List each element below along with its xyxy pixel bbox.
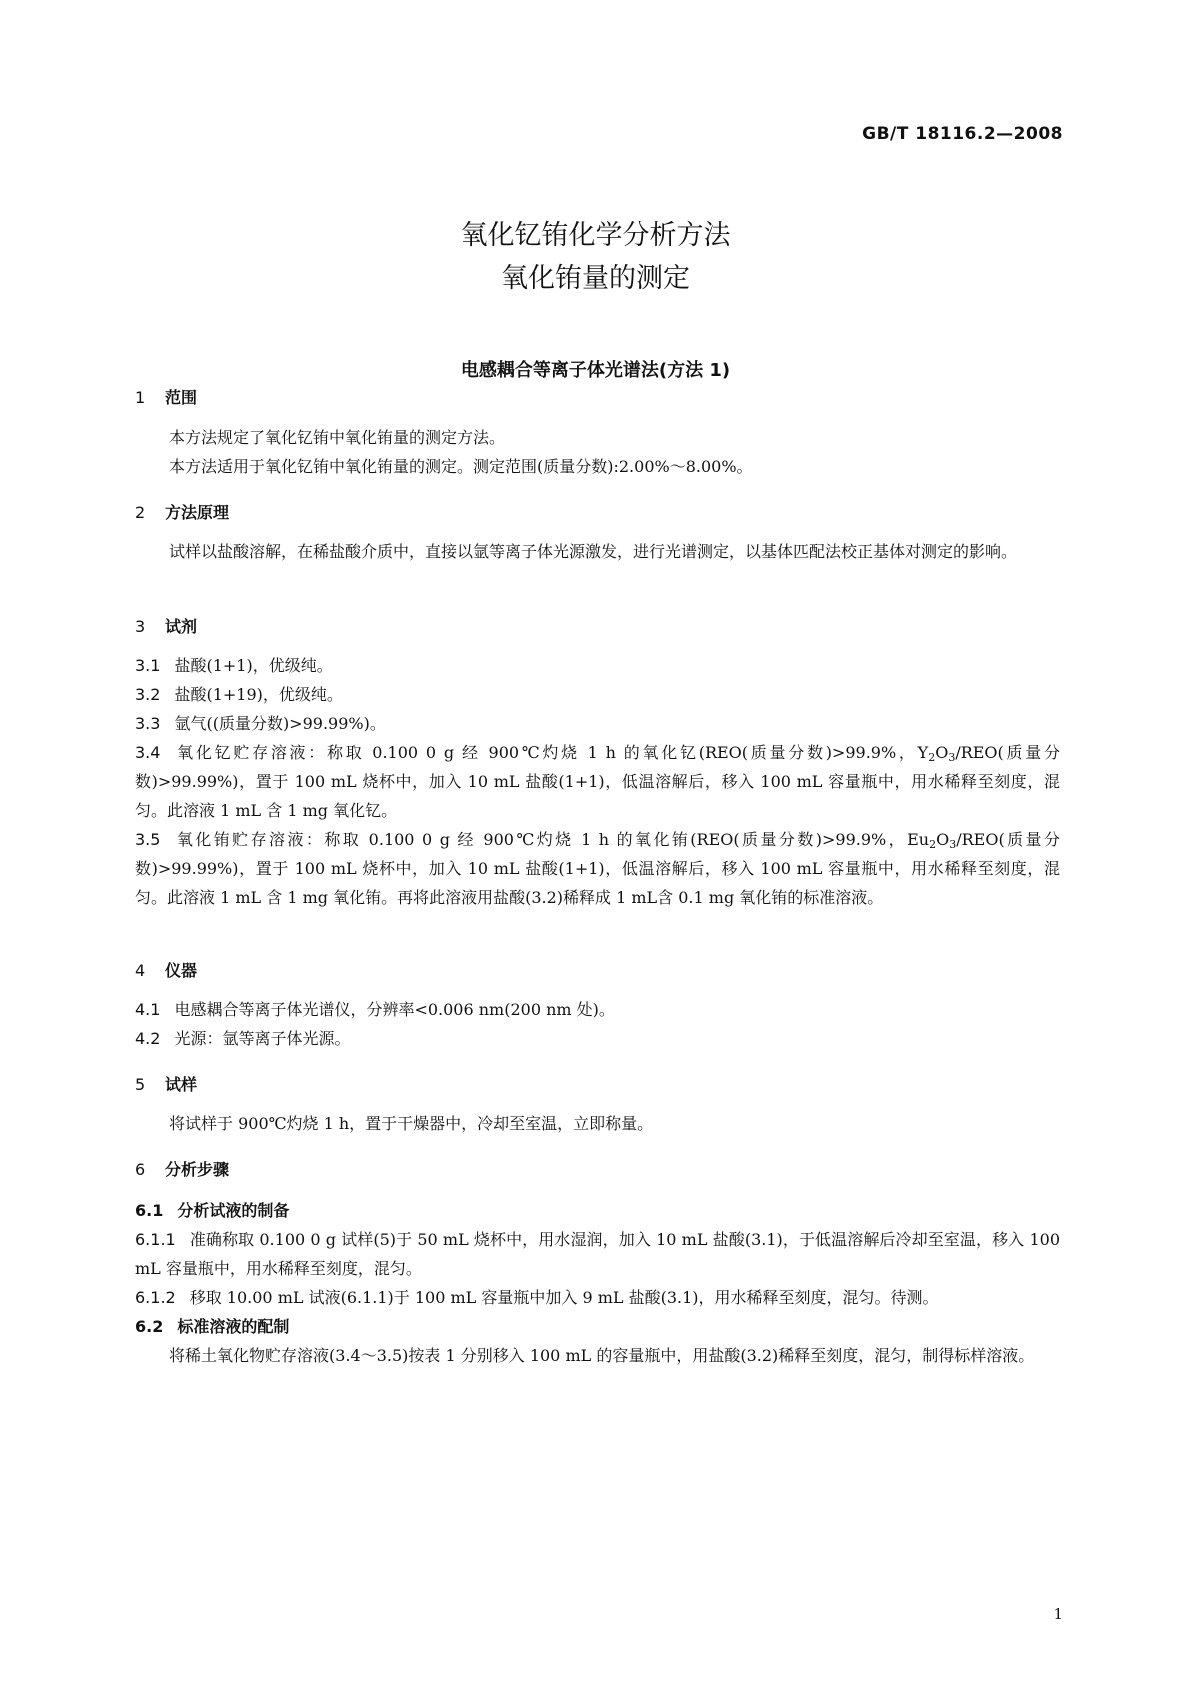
item-number: 3.1: [135, 656, 161, 675]
subsection-title: 标准溶液的配制: [177, 1317, 290, 1336]
section-title: 分析步骤: [165, 1160, 230, 1179]
subscript: 3: [948, 751, 956, 764]
section-5-heading: [135, 1072, 197, 1095]
item-number: 4.1: [135, 1000, 161, 1019]
paragraph: 试样以盐酸溶解，在稀盐酸介质中，直接以氩等离子体光源激发，进行光谱测定，以基体匹配法校正基体对测定的影响。: [169, 542, 1018, 561]
section-5-body: [135, 1109, 1060, 1138]
list-item: [135, 680, 1060, 709]
section-title: 试剂: [165, 617, 198, 636]
subscript: 2: [928, 751, 936, 764]
section-title: 范围: [165, 388, 198, 407]
item-text: /REO(质量分数)>99.99%)，置于 100 mL 烧杯中，加入 10 mL 盐酸(1+1)，低温溶解后，移入 100 mL 容量瓶中，用水稀释至刻度，混匀。此溶液 1 mL 含 1 mg 氧化铕。再将此溶液用盐酸(3.2)稀释成 1 mL含 0.1 mg 氧化铕的标准溶液。: [135, 830, 1060, 907]
item-text: 准确称取 0.100 0 g 试样(5)于 50 mL 烧杯中，用水湿润，加入 10 mL 盐酸(3.1)，于低温溶解后冷却至室温，移入 100 mL 容量瓶中，用水稀释至刻度，混匀。: [135, 1230, 1060, 1278]
section-6-body: [135, 1196, 1060, 1370]
section-2-heading: [135, 500, 229, 523]
section-1-body: [135, 423, 1060, 481]
section-4-heading: [135, 958, 197, 981]
item-text: 氧化铕贮存溶液：称取 0.100 0 g 经 900℃灼烧 1 h 的氧化铕(REO(质量分数)>99.9%，Eu: [174, 830, 930, 849]
item-text: 氩气((质量分数)>99.99%)。: [174, 714, 386, 733]
item-number: 4.2: [135, 1029, 161, 1048]
section-3-heading: [135, 614, 197, 637]
item-number: 3.5: [135, 830, 161, 849]
list-item: [135, 651, 1060, 680]
list-item: [135, 738, 1060, 825]
section-number: 6: [135, 1160, 146, 1179]
subscript: 3: [949, 838, 957, 851]
list-item: [135, 709, 1060, 738]
method-subtitle: 电感耦合等离子体光谱法(方法 1): [460, 360, 731, 381]
paragraph: 本方法规定了氧化钇铕中氧化铕量的测定方法。: [169, 428, 506, 447]
section-3-body: [135, 651, 1060, 912]
item-number: 3.4: [135, 743, 161, 762]
section-number: 5: [135, 1075, 146, 1094]
paragraph: 将试样于 900℃灼烧 1 h，置于干燥器中，冷却至室温，立即称量。: [169, 1114, 654, 1133]
subsection-6-1-heading: [135, 1196, 1060, 1225]
section-title: 仪器: [165, 961, 198, 980]
list-item: [135, 1225, 1060, 1283]
section-2-body: [135, 537, 1060, 566]
document-title-line1: 氧化钇铕化学分析方法: [460, 220, 731, 251]
section-title: 方法原理: [165, 503, 230, 522]
page-number: 1: [1053, 1605, 1063, 1623]
list-item: [135, 825, 1060, 912]
item-number: 3.3: [135, 714, 161, 733]
item-text: 移取 10.00 mL 试液(6.1.1)于 100 mL 容量瓶中加入 9 mL 盐酸(3.1)，用水稀释至刻度，混匀。待测。: [189, 1288, 939, 1307]
document-title-line2: 氧化铕量的测定: [501, 263, 690, 294]
item-text: 光源：氩等离子体光源。: [174, 1029, 351, 1048]
section-number: 1: [135, 388, 146, 407]
section-6-heading: [135, 1157, 229, 1180]
item-text: 电感耦合等离子体光谱仪，分辨率<0.006 nm(200 nm 处)。: [174, 1000, 615, 1019]
item-text: O: [936, 830, 950, 849]
list-item: [135, 995, 1060, 1024]
section-title: 试样: [165, 1075, 198, 1094]
paragraph: 本方法适用于氧化钇铕中氧化铕量的测定。测定范围(质量分数):2.00%～8.00%。: [169, 457, 753, 476]
section-number: 3: [135, 617, 146, 636]
item-number: 6.1.1: [135, 1230, 176, 1249]
section-number: 2: [135, 503, 146, 522]
item-text: 盐酸(1+19)，优级纯。: [174, 685, 343, 704]
item-number: 3.2: [135, 685, 161, 704]
subscript: 2: [929, 838, 937, 851]
item-number: 6.1.2: [135, 1288, 176, 1307]
paragraph: 将稀土氧化物贮存溶液(3.4～3.5)按表 1 分别移入 100 mL 的容量瓶中，用盐酸(3.2)稀释至刻度，混匀，制得标样溶液。: [169, 1346, 1035, 1365]
standard-code: GB/T 18116.2—2008: [862, 124, 1063, 144]
section-1-heading: [135, 385, 197, 408]
section-number: 4: [135, 961, 146, 980]
list-item: [135, 1024, 1060, 1053]
item-number: 6.1: [135, 1201, 164, 1220]
section-4-body: [135, 995, 1060, 1053]
list-item: [135, 1283, 1060, 1312]
item-text: O: [935, 743, 949, 762]
item-number: 6.2: [135, 1317, 164, 1336]
subsection-title: 分析试液的制备: [177, 1201, 290, 1220]
subsection-6-2-heading: [135, 1312, 1060, 1341]
item-text: 氧化钇贮存溶液：称取 0.100 0 g 经 900℃灼烧 1 h 的氧化钇(REO(质量分数)>99.9%，Y: [174, 743, 929, 762]
item-text: 盐酸(1+1)，优级纯。: [174, 656, 333, 675]
item-text: /REO(质量分数)>99.99%)，置于 100 mL 烧杯中，加入 10 mL 盐酸(1+1)，低温溶解后，移入 100 mL 容量瓶中，用水稀释至刻度，混匀。此溶液 1 mL 含 1 mg 氧化钇。: [135, 743, 1060, 820]
